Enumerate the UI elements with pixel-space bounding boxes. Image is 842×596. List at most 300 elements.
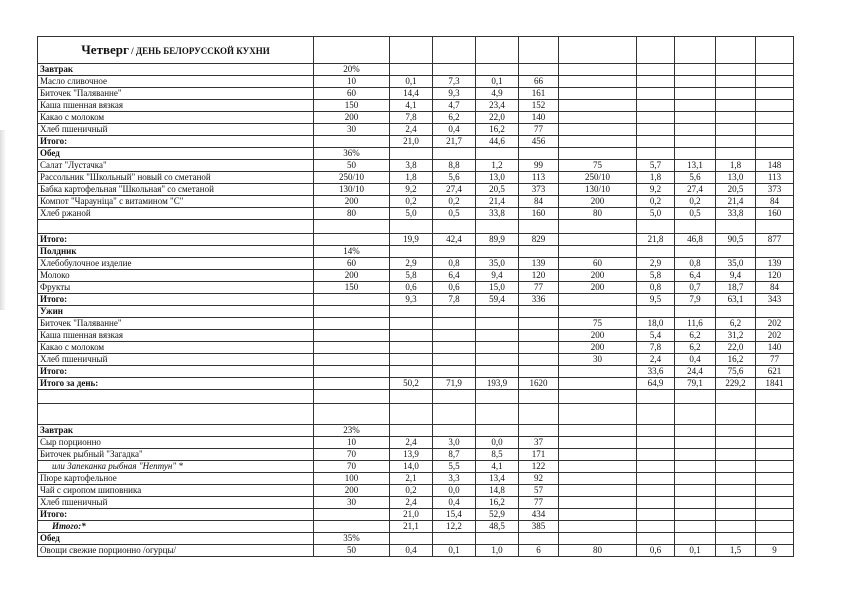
cell (637, 473, 675, 485)
row-name: или Запеканка рыбная "Нептун" * (38, 461, 314, 473)
cell: 140 (519, 112, 559, 124)
cell (559, 148, 637, 160)
row-name: Итого:* (38, 521, 314, 533)
cell (756, 390, 794, 404)
cell: 0,2 (433, 196, 476, 208)
cell (390, 366, 433, 378)
cell: 84 (519, 196, 559, 208)
row-name (38, 220, 314, 234)
cell: 200 (314, 196, 390, 208)
cell (756, 112, 794, 124)
row-name: Хлебобулочное изделие (38, 258, 314, 270)
table-row (38, 461, 794, 473)
cell: 80 (314, 208, 390, 220)
cell: 64,9 (637, 378, 675, 390)
cell (716, 533, 756, 545)
row-name: Обед (38, 533, 314, 545)
cell: 30 (314, 124, 390, 136)
cell: 66 (519, 76, 559, 88)
cell: 1,5 (716, 545, 756, 557)
cell (675, 461, 716, 473)
cell (637, 390, 675, 404)
cell (637, 509, 675, 521)
cell: 9,3 (433, 88, 476, 100)
cell: 200 (559, 330, 637, 342)
cell: 92 (519, 473, 559, 485)
cell: 336 (519, 294, 559, 306)
row-name (38, 404, 314, 425)
cell: 0,4 (675, 354, 716, 366)
cell (390, 330, 433, 342)
section-row (38, 306, 794, 318)
cell: 100 (314, 473, 390, 485)
cell: 13,0 (476, 172, 519, 184)
cell (559, 390, 637, 404)
cell: 22,0 (716, 342, 756, 354)
cell (675, 497, 716, 509)
cell: 52,9 (476, 509, 519, 521)
cell: 12,2 (433, 521, 476, 533)
cell (716, 88, 756, 100)
row-name: Салат "Лустачка" (38, 160, 314, 172)
cell (559, 220, 637, 234)
cell: 33,6 (637, 366, 675, 378)
cell: 0,8 (637, 282, 675, 294)
cell: 4,7 (433, 100, 476, 112)
cell: 1841 (756, 378, 794, 390)
row-name: Каша пшенная вязкая (38, 100, 314, 112)
cell (756, 148, 794, 160)
cell (476, 306, 519, 318)
cell: 200 (559, 282, 637, 294)
cell (756, 100, 794, 112)
menu-table (37, 36, 794, 557)
cell (476, 342, 519, 354)
title-row (38, 37, 794, 64)
row-name: Масло сливочное (38, 76, 314, 88)
row-name: Хлеб ржаной (38, 208, 314, 220)
cell (559, 425, 637, 437)
row-name: Биточек "Паляванне" (38, 88, 314, 100)
cell (390, 390, 433, 404)
row-name: Итого: (38, 136, 314, 148)
cell: 24,4 (675, 366, 716, 378)
cell: 33,8 (476, 208, 519, 220)
cell: 373 (519, 184, 559, 196)
cell: 5,6 (433, 172, 476, 184)
table-row (38, 88, 794, 100)
cell: 77 (756, 354, 794, 366)
cell (637, 437, 675, 449)
row-name: Итого: (38, 366, 314, 378)
cell: 21,1 (390, 521, 433, 533)
cell (637, 64, 675, 76)
cell: 373 (756, 184, 794, 196)
cell (519, 246, 559, 258)
cell: 202 (756, 318, 794, 330)
cell (637, 100, 675, 112)
cell: 10 (314, 437, 390, 449)
cell: 7,8 (637, 342, 675, 354)
cell: 14% (314, 246, 390, 258)
cell: 4,9 (476, 88, 519, 100)
cell (675, 88, 716, 100)
row-name: Хлеб пшеничный (38, 354, 314, 366)
cell: 13,4 (476, 473, 519, 485)
row-name: Завтрак (38, 64, 314, 76)
cell (519, 533, 559, 545)
table-row (38, 208, 794, 220)
cell: 16,2 (476, 124, 519, 136)
cell (559, 509, 637, 521)
cell (390, 246, 433, 258)
cell (756, 306, 794, 318)
cell: 5,5 (433, 461, 476, 473)
cell: 9 (756, 545, 794, 557)
cell: 6,2 (675, 342, 716, 354)
row-name: Молоко (38, 270, 314, 282)
cell: 120 (519, 270, 559, 282)
cell: 3,8 (390, 160, 433, 172)
cell (314, 234, 390, 246)
day-title-sub: / ДЕНЬ БЕЛОРУССКОЙ КУХНИ (128, 45, 270, 56)
cell: 80 (559, 208, 637, 220)
cell: 6 (519, 545, 559, 557)
cell (433, 354, 476, 366)
cell: 152 (519, 100, 559, 112)
cell (559, 136, 637, 148)
row-name: Ужин (38, 306, 314, 318)
cell (756, 136, 794, 148)
cell: 1,0 (476, 545, 519, 557)
cell (476, 404, 519, 425)
cell (637, 124, 675, 136)
cell (390, 354, 433, 366)
cell (637, 148, 675, 160)
table-row (38, 545, 794, 557)
cell: 50 (314, 545, 390, 557)
cell: 14,0 (390, 461, 433, 473)
cell (756, 461, 794, 473)
cell (675, 533, 716, 545)
cell: 27,4 (675, 184, 716, 196)
row-name: Хлеб пшеничный (38, 124, 314, 136)
cell: 14,4 (390, 88, 433, 100)
day-title (38, 37, 314, 64)
cell: 60 (314, 258, 390, 270)
cell: 0,8 (675, 258, 716, 270)
cell: 33,8 (716, 208, 756, 220)
cell: 90,5 (716, 234, 756, 246)
table-row (38, 100, 794, 112)
cell (716, 148, 756, 160)
cell: 5,8 (390, 270, 433, 282)
cell (716, 306, 756, 318)
cell (637, 425, 675, 437)
cell: 122 (519, 461, 559, 473)
cell: 200 (314, 485, 390, 497)
row-name: Овощи свежие порционно /огурцы/ (38, 545, 314, 557)
cell: 5,7 (637, 160, 675, 172)
cell: 2,4 (637, 354, 675, 366)
cell (314, 390, 390, 404)
cell: 18,7 (716, 282, 756, 294)
cell: 1,2 (476, 160, 519, 172)
cell: 3,0 (433, 437, 476, 449)
cell: 6,4 (675, 270, 716, 282)
cell: 23% (314, 425, 390, 437)
cell (637, 306, 675, 318)
cell: 9,5 (637, 294, 675, 306)
cell: 15,4 (433, 509, 476, 521)
cell: 130/10 (314, 184, 390, 196)
cell: 9,2 (390, 184, 433, 196)
cell: 0,1 (390, 76, 433, 88)
cell (716, 404, 756, 425)
cell (756, 404, 794, 425)
cell (637, 461, 675, 473)
cell: 120 (756, 270, 794, 282)
cell (675, 485, 716, 497)
cell (756, 88, 794, 100)
cell: 0,0 (476, 437, 519, 449)
table-row (38, 196, 794, 208)
cell (519, 425, 559, 437)
cell (559, 378, 637, 390)
cell: 35,0 (476, 258, 519, 270)
spacer-row (38, 404, 794, 425)
cell: 75 (559, 160, 637, 172)
cell: 36% (314, 148, 390, 160)
cell: 50 (314, 160, 390, 172)
table-row (38, 160, 794, 172)
cell: 150 (314, 100, 390, 112)
cell: 200 (314, 112, 390, 124)
cell (433, 246, 476, 258)
row-name: Какао с молоком (38, 342, 314, 354)
cell: 1,8 (637, 172, 675, 184)
cell (314, 366, 390, 378)
cell: 0,6 (637, 545, 675, 557)
cell (559, 64, 637, 76)
cell: 21,0 (390, 509, 433, 521)
cell (637, 112, 675, 124)
row-name: Завтрак (38, 425, 314, 437)
cell (476, 148, 519, 160)
cell: 200 (314, 270, 390, 282)
cell (559, 366, 637, 378)
cell: 77 (519, 124, 559, 136)
cell (756, 246, 794, 258)
cell (519, 366, 559, 378)
cell: 200 (559, 196, 637, 208)
cell (675, 246, 716, 258)
cell (433, 404, 476, 425)
cell: 42,4 (433, 234, 476, 246)
cell (476, 425, 519, 437)
cell: 229,2 (716, 378, 756, 390)
cell: 50,2 (390, 378, 433, 390)
cell (756, 124, 794, 136)
cell: 8,5 (476, 449, 519, 461)
cell: 6,4 (433, 270, 476, 282)
cell: 250/10 (314, 172, 390, 184)
row-name: Пюре картофельное (38, 473, 314, 485)
total-row (38, 366, 794, 378)
cell: 0,8 (433, 258, 476, 270)
cell (314, 318, 390, 330)
cell: 37 (519, 437, 559, 449)
cell (637, 404, 675, 425)
cell: 63,1 (716, 294, 756, 306)
cell (675, 437, 716, 449)
cell (519, 220, 559, 234)
cell: 31,2 (716, 330, 756, 342)
table-row (38, 449, 794, 461)
cell (476, 330, 519, 342)
cell: 21,4 (716, 196, 756, 208)
row-name: Биточек "Паляванне" (38, 318, 314, 330)
cell: 18,0 (637, 318, 675, 330)
cell (716, 521, 756, 533)
cell (433, 306, 476, 318)
cell: 877 (756, 234, 794, 246)
table-row (38, 112, 794, 124)
cell (756, 64, 794, 76)
cell (433, 330, 476, 342)
cell (675, 425, 716, 437)
spacer-row (38, 390, 794, 404)
cell (675, 136, 716, 148)
cell: 84 (756, 282, 794, 294)
cell: 6,2 (716, 318, 756, 330)
cell: 0,4 (433, 497, 476, 509)
cell (559, 100, 637, 112)
cell: 6,2 (433, 112, 476, 124)
cell (716, 76, 756, 88)
cell: 60 (314, 88, 390, 100)
table-row (38, 172, 794, 184)
cell: 5,8 (637, 270, 675, 282)
cell: 0,0 (433, 485, 476, 497)
row-name: Биточек рыбный "Загадка" (38, 449, 314, 461)
cell: 1,8 (390, 172, 433, 184)
cell (637, 136, 675, 148)
cell (559, 76, 637, 88)
cell: 79,1 (675, 378, 716, 390)
cell: 16,2 (476, 497, 519, 509)
cell (433, 390, 476, 404)
cell (716, 497, 756, 509)
cell (559, 497, 637, 509)
cell (637, 533, 675, 545)
cell (390, 306, 433, 318)
cell (716, 124, 756, 136)
cell: 8,7 (433, 449, 476, 461)
cell (390, 404, 433, 425)
cell: 3,3 (433, 473, 476, 485)
cell (314, 378, 390, 390)
cell (314, 330, 390, 342)
row-name (38, 390, 314, 404)
cell (716, 136, 756, 148)
table-row (38, 342, 794, 354)
cell: 11,6 (675, 318, 716, 330)
cell: 2,4 (390, 497, 433, 509)
cell (675, 473, 716, 485)
total-row (38, 521, 794, 533)
cell (675, 76, 716, 88)
cell: 20,5 (476, 184, 519, 196)
cell: 385 (519, 521, 559, 533)
row-name: Рассольник "Школьный" новый со сметаной (38, 172, 314, 184)
cell (675, 64, 716, 76)
cell (559, 234, 637, 246)
cell: 57 (519, 485, 559, 497)
cell (716, 437, 756, 449)
cell: 2,9 (390, 258, 433, 270)
cell (314, 342, 390, 354)
cell: 0,6 (390, 282, 433, 294)
cell: 60 (559, 258, 637, 270)
cell (675, 390, 716, 404)
day-title-main: Четверг (81, 41, 129, 57)
cell (390, 148, 433, 160)
cell: 130/10 (559, 184, 637, 196)
cell (756, 497, 794, 509)
row-name: Полдник (38, 246, 314, 258)
table-row (38, 330, 794, 342)
cell: 20,5 (716, 184, 756, 196)
cell (559, 485, 637, 497)
cell: 7,8 (433, 294, 476, 306)
cell: 46,8 (675, 234, 716, 246)
cell (559, 124, 637, 136)
cell (716, 390, 756, 404)
cell (519, 390, 559, 404)
total-row (38, 378, 794, 390)
cell: 9,4 (476, 270, 519, 282)
cell (519, 354, 559, 366)
cell: 4,1 (390, 100, 433, 112)
cell: 8,8 (433, 160, 476, 172)
cell: 84 (756, 196, 794, 208)
cell (675, 220, 716, 234)
cell: 0,1 (675, 545, 716, 557)
cell: 0,2 (675, 196, 716, 208)
cell: 2,9 (637, 258, 675, 270)
cell: 5,0 (390, 208, 433, 220)
cell (519, 306, 559, 318)
cell: 5,0 (637, 208, 675, 220)
cell (756, 485, 794, 497)
cell: 148 (756, 160, 794, 172)
cell: 21,0 (390, 136, 433, 148)
cell (559, 437, 637, 449)
cell: 0,5 (675, 208, 716, 220)
cell (675, 100, 716, 112)
cell (433, 366, 476, 378)
cell (433, 220, 476, 234)
cell: 75,6 (716, 366, 756, 378)
cell: 7,3 (433, 76, 476, 88)
cell (314, 220, 390, 234)
table-row (38, 437, 794, 449)
cell (314, 294, 390, 306)
table-row (38, 282, 794, 294)
cell (390, 220, 433, 234)
cell: 5,4 (637, 330, 675, 342)
